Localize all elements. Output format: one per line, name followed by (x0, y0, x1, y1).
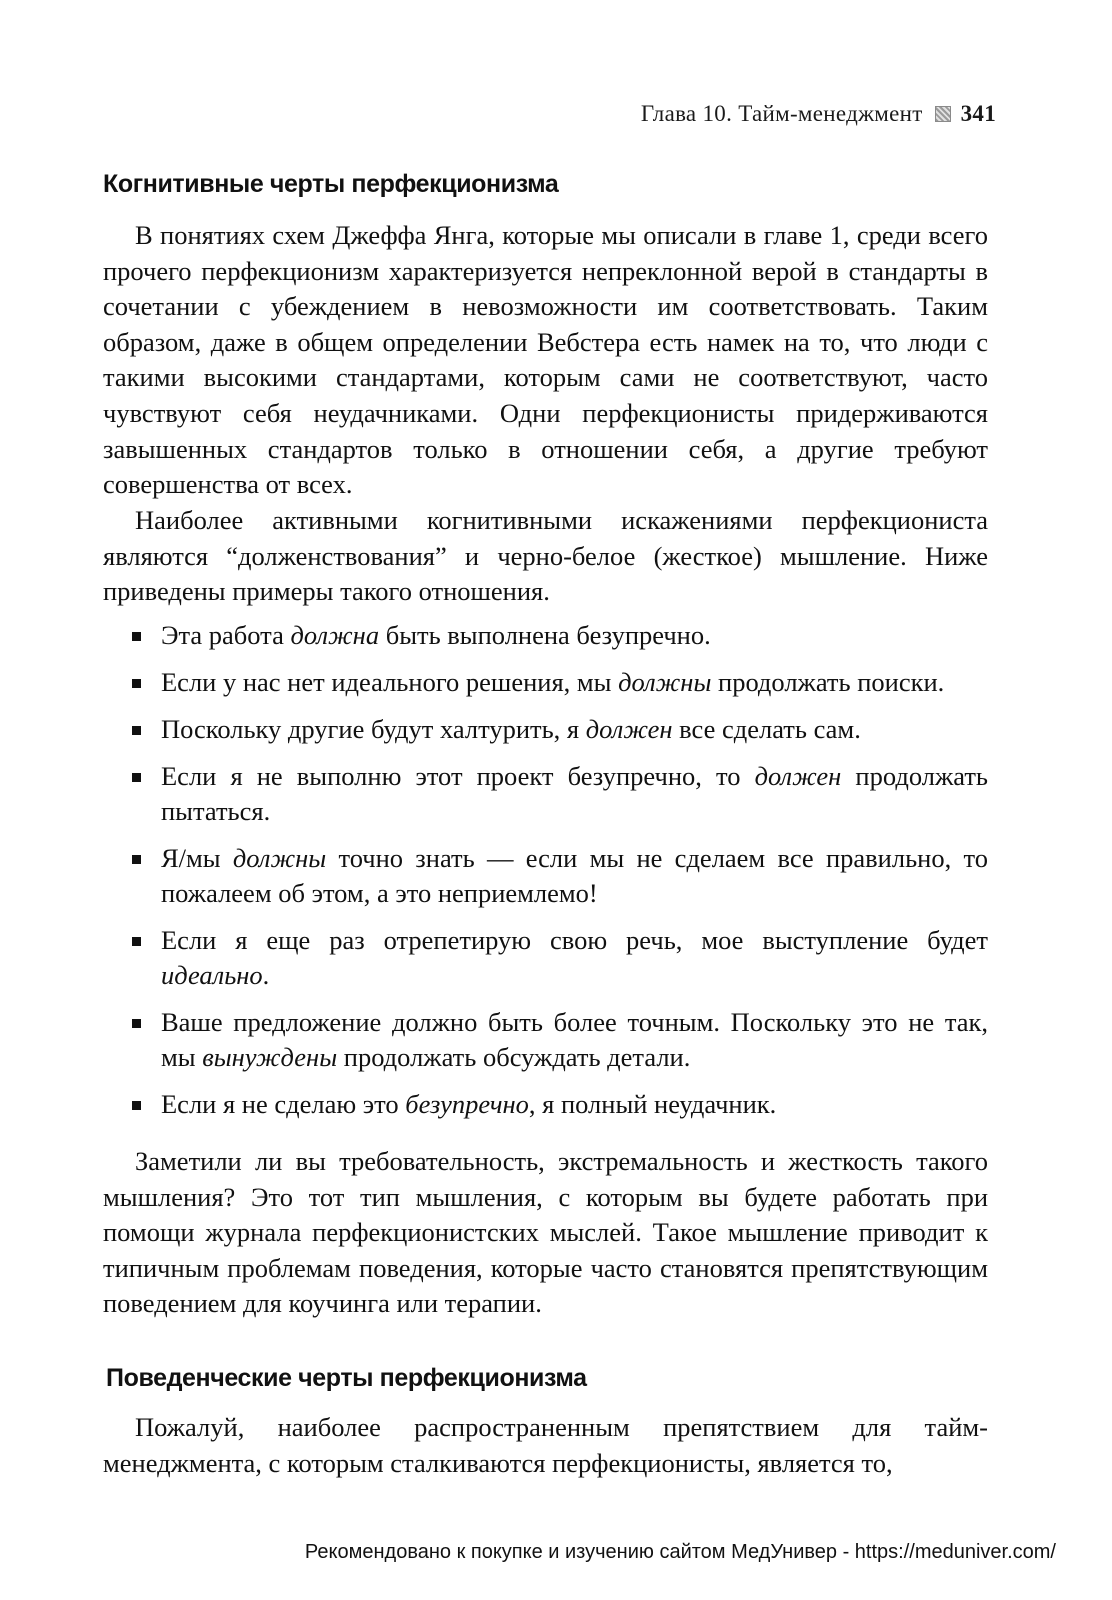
bullet-square-icon (132, 855, 141, 864)
examples-list (130, 618, 988, 1122)
chapter-title: Глава 10. Тайм-менеджмент (640, 101, 923, 126)
paragraph-obstacles: Пожалуй, наиболее распространенным препятствием для тайм-менеджмента, с которым сталкиваются перфекционисты, является то, (103, 1412, 988, 1478)
separator-square-icon (935, 106, 951, 122)
running-head (641, 101, 996, 127)
bullet-square-icon (132, 632, 141, 641)
paragraph-schemas: В понятиях схем Джеффа Янга, которые мы описали в главе 1, среди всего прочего перфекционизм характеризуется непреклонной верой в стандарты в сочетании с убеждением в невозможности им соответствовать. Таким образом, даже в общем определении Вебстера есть намек на то, что люди с такими высокими стандартами, которым сами не соответствуют, часто чувствуют себя неудачниками. Одни перфекционисты придерживаются завышенных стандартов только в отношении себя, а другие требуют совершенства от всех. (103, 220, 988, 500)
list-item: Ваше предложение должно быть более точным. Поскольку это не так, мы вынуждены продолжать обсуждать детали. (130, 1005, 988, 1075)
bullet-square-icon (132, 1019, 141, 1028)
list-item: Если я не выполню этот проект безупречно, то должен продолжать пытаться. (130, 759, 988, 829)
list-item: Если я не сделаю это безупречно, я полный неудачник. (130, 1087, 988, 1122)
bullet-square-icon (132, 937, 141, 946)
section-heading-behavioral: Поведенческие черты перфекционизма (106, 1364, 587, 1392)
list-item: Если у нас нет идеального решения, мы должны продолжать поиски. (130, 665, 988, 700)
section-heading-cognitive: Когнитивные черты перфекционизма (103, 170, 559, 198)
list-item: Эта работа должна быть выполнена безупречно. (130, 618, 988, 653)
list-item: Если я еще раз отрепетирую свою речь, мое выступление будет идеально. (130, 923, 988, 993)
paragraph-demandingness: Заметили ли вы требовательность, экстремальность и жесткость такого мышления? Это тот тип мышления, с которым вы будете работать при помощи журнала перфекционистских мыслей. Такое мышление приводит к типичным проблемам поведения, которые часто становятся препятствующим поведением для коучинга или терапии. (103, 1146, 988, 1319)
bullet-square-icon (132, 1101, 141, 1110)
bullet-square-icon (132, 773, 141, 782)
page-number: 341 (960, 101, 996, 126)
watermark-footer: Рекомендовано к покупке и изучению сайтом МедУнивер - https://meduniver.com/ (304, 1541, 1056, 1563)
bullet-square-icon (132, 679, 141, 688)
paragraph-distortions: Наиболее активными когнитивными искажениями перфекциониста являются “долженствования” и черно-белое (жесткое) мышление. Ниже приведены примеры такого отношения. (103, 505, 988, 607)
list-item: Поскольку другие будут халтурить, я должен все сделать сам. (130, 712, 988, 747)
bullet-square-icon (132, 726, 141, 735)
list-item: Я/мы должны точно знать — если мы не сделаем все правильно, то пожалеем об этом, а это неприемлемо! (130, 841, 988, 911)
